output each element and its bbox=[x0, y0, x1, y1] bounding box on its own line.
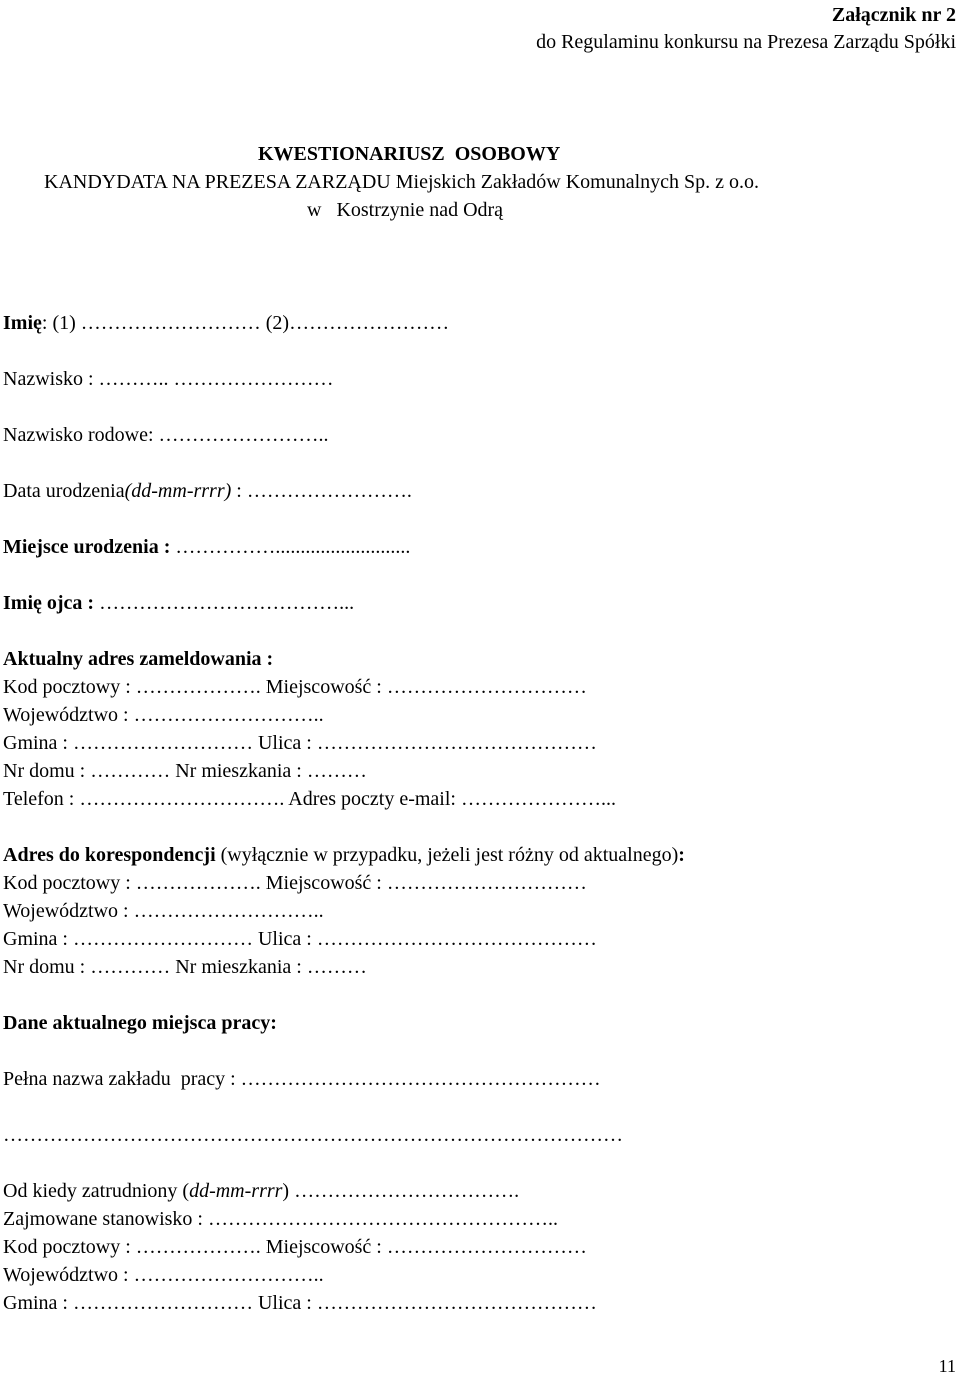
field-imie-ojca-label: Imię ojca : bbox=[3, 592, 95, 614]
form-subtitle: KANDYDATA NA PREZESA ZARZĄDU Miejskich Zakładów Komunalnych Sp. z o.o. bbox=[44, 171, 760, 193]
field-data-value: : ……………………. bbox=[231, 480, 412, 502]
employed-since-label: Od kiedy zatrudniony ( bbox=[3, 1180, 190, 1202]
workplace-gmina-ulica[interactable]: Gmina : ……………………… Ulica : …………………………………… bbox=[3, 1292, 597, 1314]
workplace-wojewodztwo[interactable]: Województwo : ……………………….. bbox=[3, 1264, 324, 1286]
current-address-gmina-ulica[interactable]: Gmina : ……………………… Ulica : …………………………………… bbox=[3, 732, 597, 754]
field-imie-ojca-value: ………………………………... bbox=[94, 592, 355, 614]
workplace-employed-since[interactable] bbox=[3, 1181, 519, 1201]
correspondence-kod-miejscowosc[interactable]: Kod pocztowy : ………………. Miejscowość : ………………………… bbox=[3, 872, 587, 894]
field-miejsce-urodzenia[interactable] bbox=[3, 537, 410, 557]
section-correspondence-heading bbox=[3, 845, 685, 865]
field-miejsce-value: ……………........................... bbox=[170, 536, 411, 558]
field-data-urodzenia[interactable] bbox=[3, 481, 412, 501]
correspondence-wojewodztwo[interactable]: Województwo : ……………………….. bbox=[3, 900, 324, 922]
field-nazwisko[interactable]: Nazwisko : ……….. …………………… bbox=[3, 368, 334, 390]
current-address-wojewodztwo[interactable]: Województwo : ……………………….. bbox=[3, 704, 324, 726]
workplace-position[interactable]: Zajmowane stanowisko : …………………………………………….. bbox=[3, 1208, 558, 1230]
correspondence-heading-colon: : bbox=[678, 844, 685, 866]
form-title: KWESTIONARIUSZ OSOBOWY bbox=[258, 143, 561, 165]
field-imie-ojca[interactable] bbox=[3, 593, 354, 613]
form-location: w Kostrzynie nad Odrą bbox=[307, 199, 504, 221]
page-number: 11 bbox=[938, 1356, 956, 1376]
correspondence-nr-domu[interactable]: Nr domu : ………… Nr mieszkania : ……… bbox=[3, 956, 367, 978]
correspondence-heading-note: (wyłącznie w przypadku, jeżeli jest różny od aktualnego) bbox=[215, 844, 679, 866]
workplace-kod-miejscowosc[interactable]: Kod pocztowy : ………………. Miejscowość : ………………………… bbox=[3, 1236, 587, 1258]
field-miejsce-label: Miejsce urodzenia : bbox=[3, 536, 171, 558]
annex-subtitle: do Regulaminu konkursu na Prezesa Zarządu Spółki bbox=[536, 31, 956, 53]
employed-since-format: dd-mm-rrrr bbox=[189, 1180, 283, 1202]
correspondence-heading-bold: Adres do korespondencji bbox=[3, 844, 216, 866]
field-nazwisko-rodowe[interactable]: Nazwisko rodowe: …………………….. bbox=[3, 424, 329, 446]
field-imie-label: Imię bbox=[3, 312, 42, 334]
annex-title: Załącznik nr 2 bbox=[831, 4, 956, 26]
workplace-full-name-continuation[interactable]: ………………………………………………………………………………… bbox=[3, 1124, 623, 1146]
employed-since-value: ) ……………………………. bbox=[282, 1180, 520, 1202]
current-address-telefon-email[interactable]: Telefon : …………………………. Adres poczty e-mail: …………………... bbox=[3, 788, 616, 810]
field-imie-value: : (1) ……………………… (2)…………………… bbox=[41, 312, 450, 334]
section-workplace-heading: Dane aktualnego miejsca pracy: bbox=[3, 1012, 277, 1034]
field-imie[interactable] bbox=[3, 313, 449, 333]
current-address-kod-miejscowosc[interactable]: Kod pocztowy : ………………. Miejscowość : ………………………… bbox=[3, 676, 587, 698]
section-current-address-heading: Aktualny adres zameldowania : bbox=[3, 648, 274, 670]
correspondence-gmina-ulica[interactable]: Gmina : ……………………… Ulica : …………………………………… bbox=[3, 928, 597, 950]
field-data-label: Data urodzenia bbox=[3, 480, 125, 502]
workplace-full-name[interactable]: Pełna nazwa zakładu pracy : ……………………………………………… bbox=[3, 1068, 601, 1090]
field-data-format: (dd-mm-rrrr) bbox=[124, 480, 232, 502]
current-address-nr-domu[interactable]: Nr domu : ………… Nr mieszkania : ……… bbox=[3, 760, 367, 782]
